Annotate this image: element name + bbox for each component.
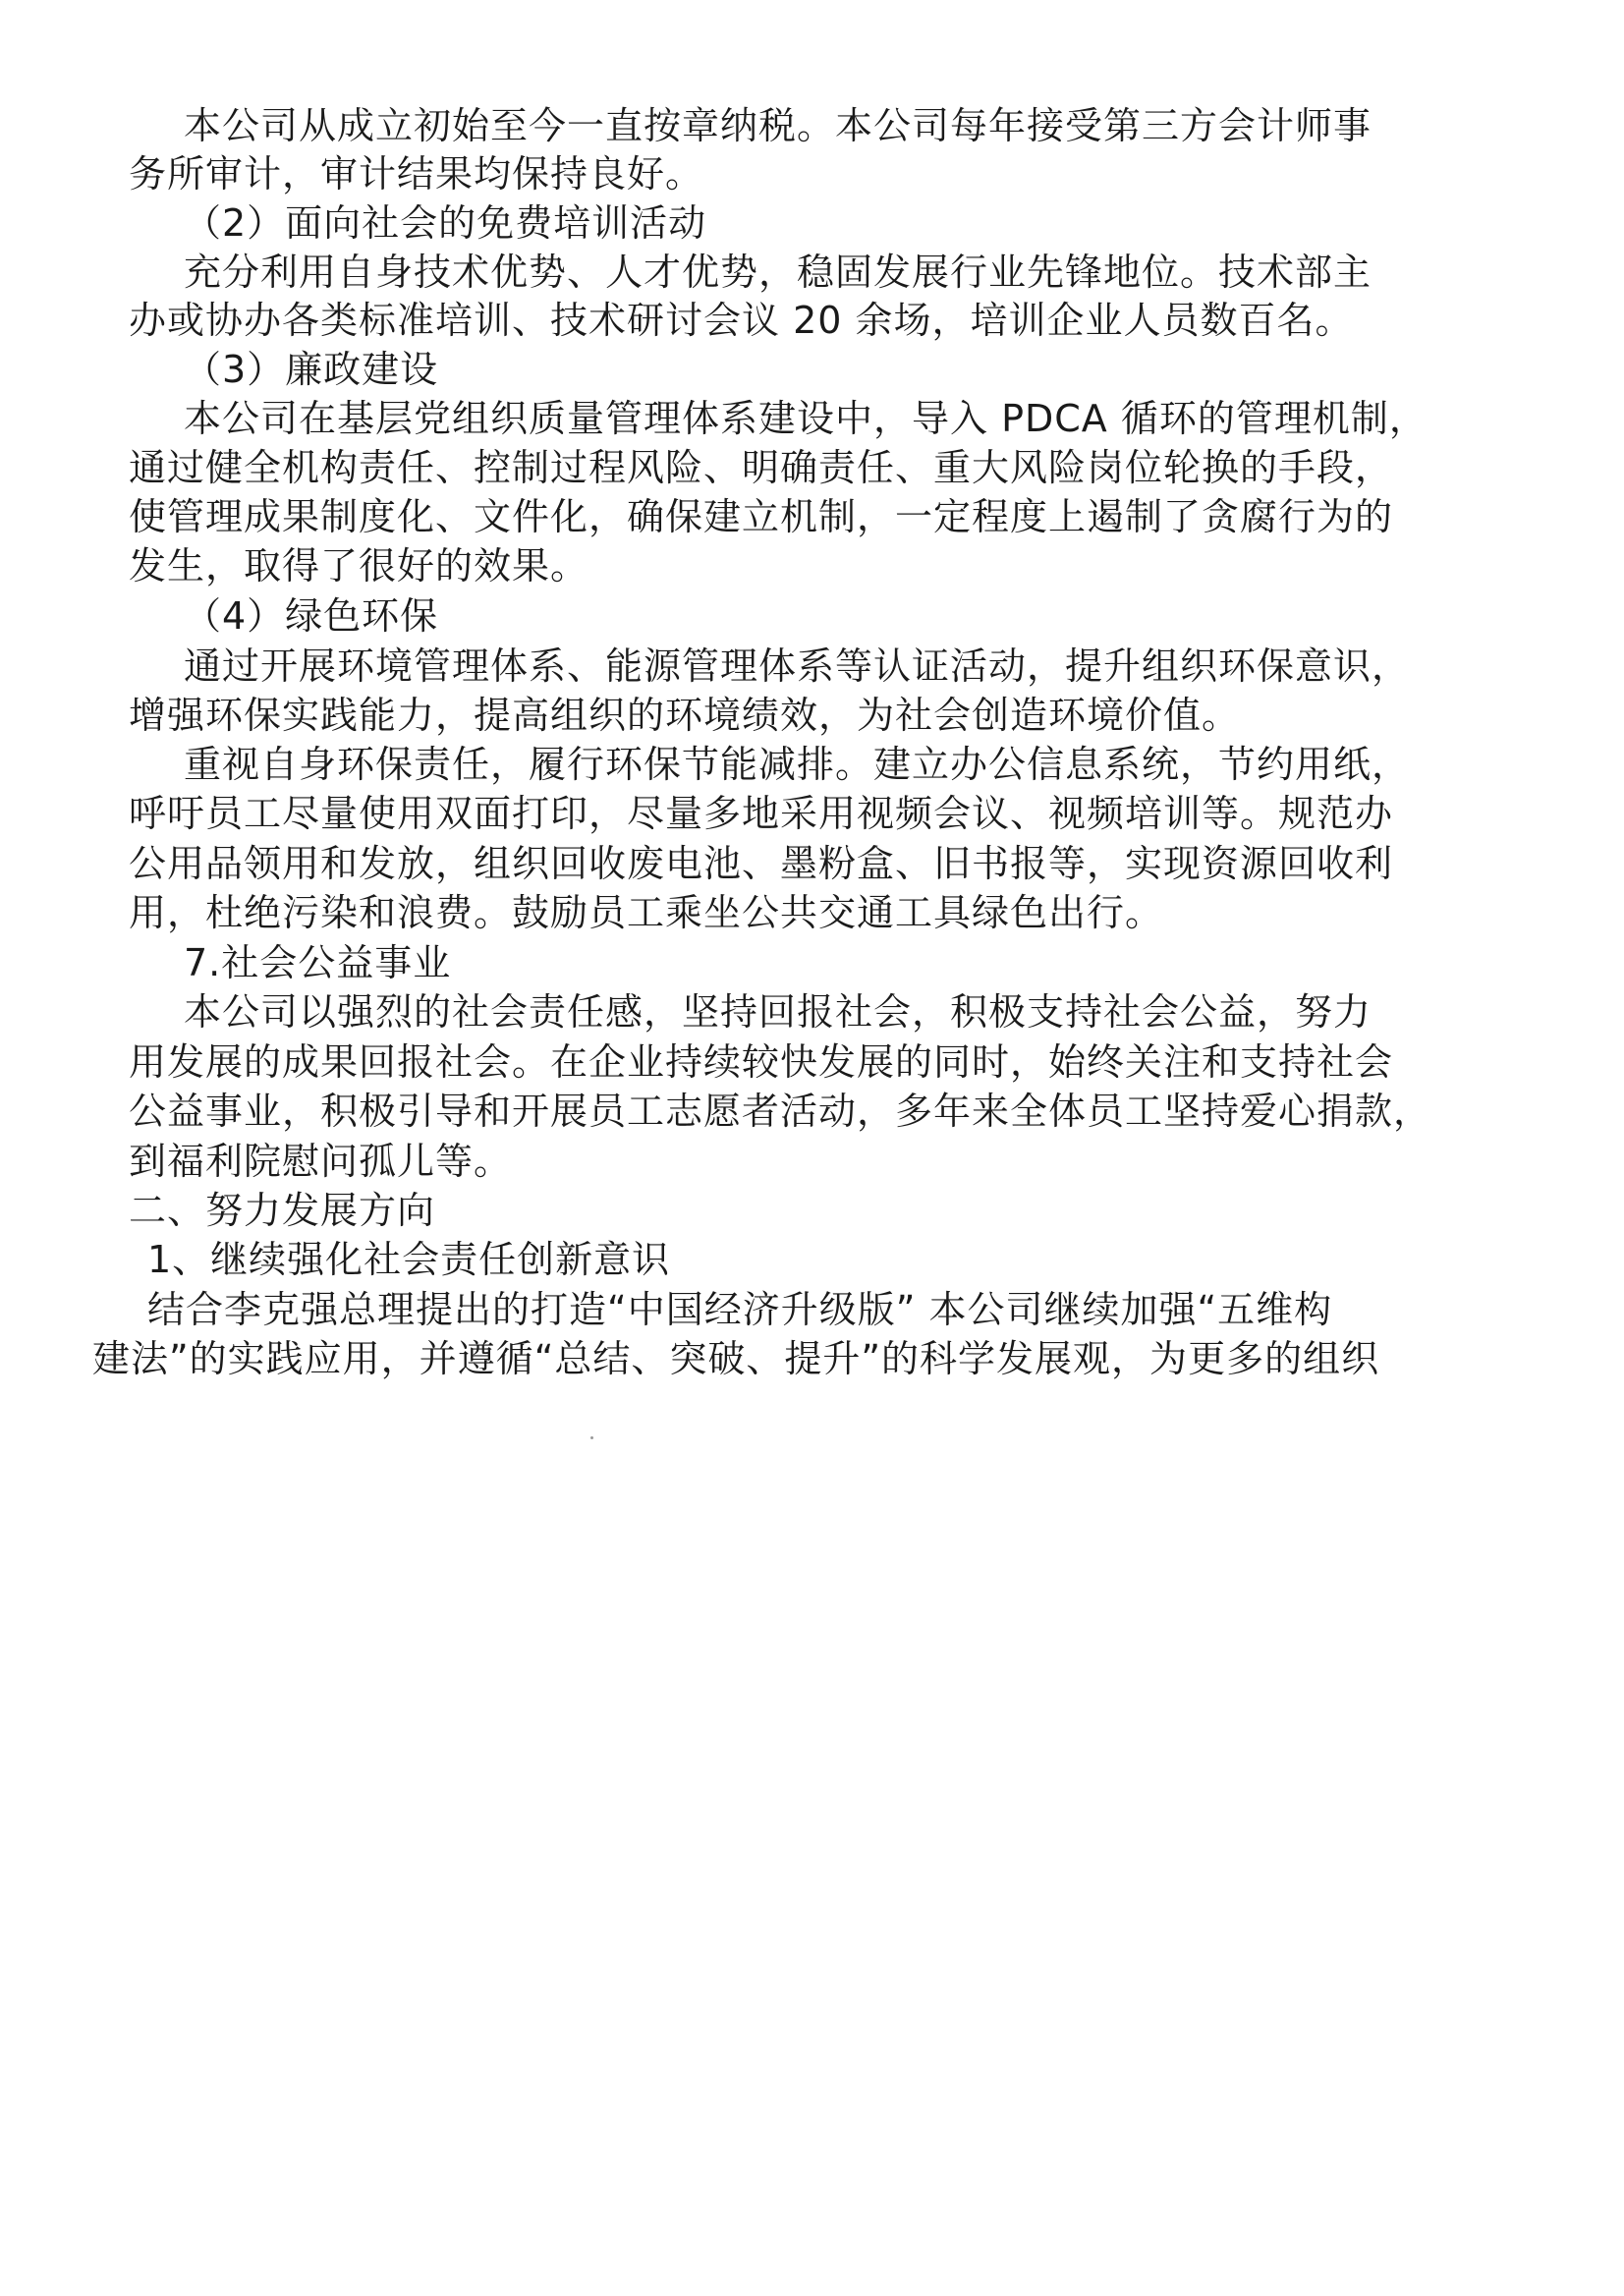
paragraph-line: 通过开展环境管理体系、能源管理体系等认证活动，提升组织环保意识，	[184, 644, 1411, 688]
paragraph-line: 办或协办各类标准培训、技术研讨会议 20 余场，培训企业人员数百名。	[129, 299, 1354, 342]
section-heading: 7.社会公益事业	[184, 941, 452, 984]
paragraph-line: 本公司在基层党组织质量管理体系建设中，导入 PDCA 循环的管理机制，	[184, 397, 1428, 440]
scan-speck	[590, 1436, 593, 1439]
section-heading: 1、继续强化社会责任创新意识	[147, 1238, 671, 1281]
paragraph-line: 用发展的成果回报社会。在企业持续较快发展的同时，始终关注和支持社会	[129, 1040, 1394, 1084]
paragraph-line: 重视自身环保责任，履行环保节能减排。建立办公信息系统，节约用纸，	[184, 743, 1411, 786]
paragraph-line: 用，杜绝污染和浪费。鼓励员工乘坐公共交通工具绿色出行。	[129, 891, 1164, 934]
paragraph-line: 增强环保实践能力，提高组织的环境绩效，为社会创造环境价值。	[129, 694, 1241, 737]
paragraph-line: 结合李克强总理提出的打造“中国经济升级版” 本公司继续加强“五维构	[147, 1288, 1333, 1331]
paragraph-line: 呼吁员工尽量使用双面打印，尽量多地采用视频会议、视频培训等。规范办	[129, 792, 1394, 835]
section-heading: （2）面向社会的免费培训活动	[184, 201, 707, 245]
section-heading: （4）绿色环保	[184, 594, 439, 638]
section-heading: （3）廉政建设	[184, 348, 439, 391]
paragraph-line: 公用品领用和发放，组织回收废电池、墨粉盒、旧书报等，实现资源回收利	[129, 842, 1394, 885]
paragraph-line: 建法”的实践应用，并遵循“总结、突破、提升”的科学发展观，为更多的组织	[92, 1337, 1380, 1380]
paragraph-line: 本公司从成立初始至今一直按章纳税。本公司每年接受第三方会计师事	[184, 104, 1372, 147]
paragraph-line: 本公司以强烈的社会责任感，坚持回报社会，积极支持社会公益，努力	[184, 990, 1372, 1034]
section-heading: 二、努力发展方向	[129, 1189, 436, 1232]
paragraph-line: 发生，取得了很好的效果。	[129, 544, 589, 588]
paragraph-line: 到福利院慰问孤儿等。	[129, 1140, 513, 1183]
paragraph-line: 公益事业，积极引导和开展员工志愿者活动，多年来全体员工坚持爱心捐款，	[129, 1090, 1432, 1133]
paragraph-line: 使管理成果制度化、文件化，确保建立机制，一定程度上遏制了贪腐行为的	[129, 495, 1394, 538]
paragraph-line: 通过健全机构责任、控制过程风险、明确责任、重大风险岗位轮换的手段，	[129, 446, 1394, 489]
paragraph-line: 务所审计，审计结果均保持良好。	[129, 152, 704, 196]
paragraph-line: 充分利用自身技术优势、人才优势，稳固发展行业先锋地位。技术部主	[184, 251, 1372, 294]
